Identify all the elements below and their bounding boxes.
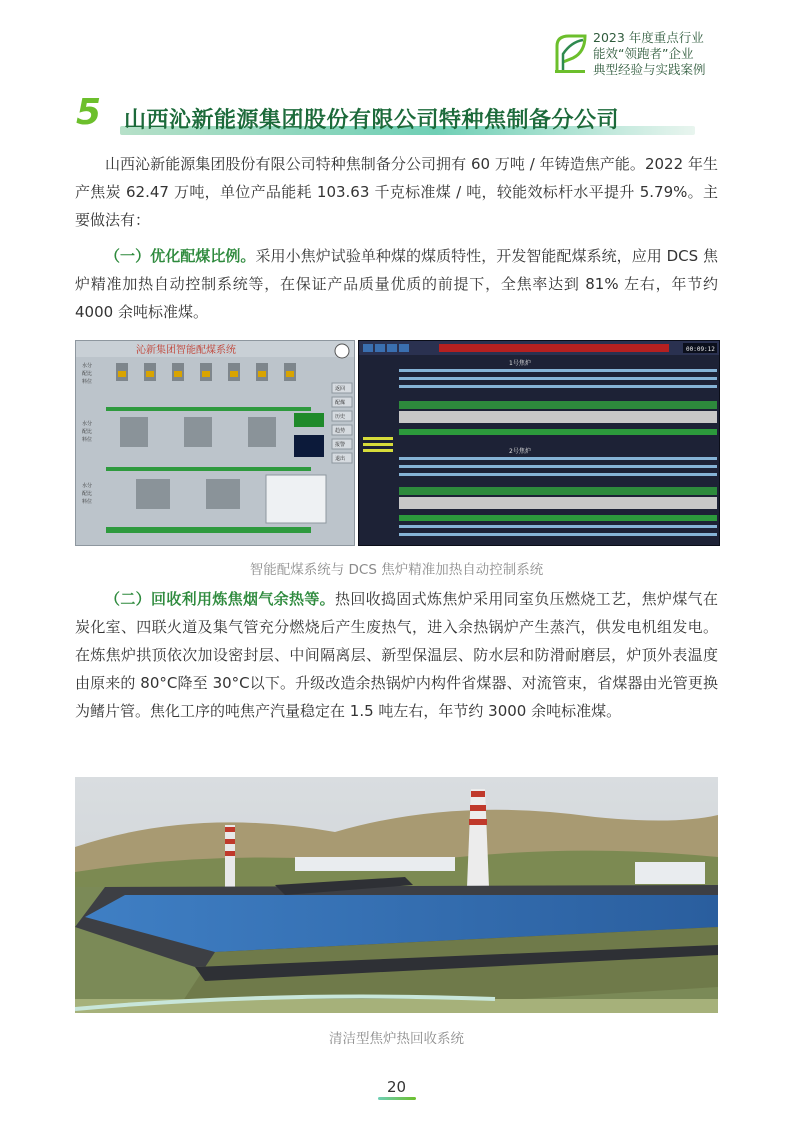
dcs-time: 00:09:12 (686, 346, 715, 353)
brand-text (593, 30, 706, 78)
svg-text:水分: 水分 (82, 421, 93, 427)
figure1-caption: 智能配煤系统与 DCS 焦炉精准加热自动控制系统 (249, 562, 544, 578)
svg-text:水分: 水分 (82, 363, 93, 369)
brand-block (553, 28, 753, 84)
chimney-left (225, 825, 235, 895)
svg-text:配比: 配比 (82, 371, 93, 377)
page-number-underline (378, 1097, 416, 1100)
svg-text:料位: 料位 (82, 379, 93, 385)
blending-screen-graphic (76, 341, 354, 545)
brand-line: 典型经验与实践案例 (593, 62, 706, 77)
dcs-screen-graphic (359, 341, 719, 545)
smart-coal-blending-screen (75, 340, 355, 546)
left-button-label: 趋势 (335, 428, 346, 434)
intro-paragraph: 山西沁新能源集团股份有限公司特种焦制备分公司拥有 60 万吨 / 年铸造焦产能。2022 年生产焦炭 62.47 万吨，单位产品能耗 103.63 千克标准煤 / 吨，较能效标杆水平提升 5.79%。主要做法有： (75, 155, 718, 229)
dcs-heating-control-screen (358, 340, 720, 546)
left-button-label: 退出 (335, 456, 346, 462)
figure1-screenshots (75, 340, 718, 546)
left-button-label: 配煤 (335, 400, 346, 406)
dcs-oven2-label: 2号焦炉 (509, 448, 531, 455)
svg-text:水分: 水分 (82, 483, 93, 489)
item1-body: 采用小焦炉试验单种煤的煤质特性，开发智能配煤系统，应用 DCS 焦炉精准加热自动控制系统等，在保证产品质量优质的前提下，全焦率达到 81% 左右，年节约 4000 余吨标准煤。 (75, 247, 718, 321)
item2-body: 热回收捣固式炼焦炉采用同室负压燃烧工艺，焦炉煤气在炭化室、四联火道及集气管充分燃烧后产生废热气，进入余热锅炉产生蒸汽，供发电机组发电。在炼焦炉拱顶依次加设密封层、中间隔离层、新型保温层、防水层和防滑耐磨层，炉顶外表温度由原来的 80°C降至 30°C以下。升级改造余热锅炉内构件省煤器、对流管束，省煤器由光管更换为鳍片管。焦化工序的吨焦产汽量稳定在 1.5 吨左右，年节约 3000 余吨标准煤。 (75, 590, 718, 720)
coke-oven-plant-photo (75, 777, 718, 1013)
left-button-label: 历史 (335, 414, 346, 420)
item2-paragraph (75, 585, 718, 725)
left-button-label: 报警 (335, 442, 346, 448)
svg-text:料位: 料位 (82, 499, 93, 505)
svg-text:配比: 配比 (82, 491, 93, 497)
item1-paragraph (75, 242, 718, 326)
plant-photo-graphic (75, 777, 718, 1013)
brand-line: 能效“领跑者”企业 (593, 46, 694, 61)
left-screen-title: 沁新集团智能配煤系统 (136, 345, 236, 356)
item1-heading: （一）优化配煤比例。 (105, 247, 256, 265)
svg-text:配比: 配比 (82, 429, 93, 435)
figure2-caption: 清洁型焦炉热回收系统 (329, 1031, 464, 1047)
section-number: 5 (76, 92, 102, 133)
dcs-oven1-label: 1号焦炉 (509, 360, 531, 367)
item2-heading: （二）回收利用炼焦烟气余热等。 (105, 590, 335, 608)
svg-text:料位: 料位 (82, 437, 93, 443)
brand-line: 2023 年度重点行业 (593, 30, 704, 45)
left-button-label: 返回 (335, 386, 346, 392)
section-title: 山西沁新能源集团股份有限公司特种焦制备分公司 (124, 108, 620, 133)
page-number: 20 (386, 1078, 407, 1096)
leaf-logo-icon (553, 32, 589, 76)
